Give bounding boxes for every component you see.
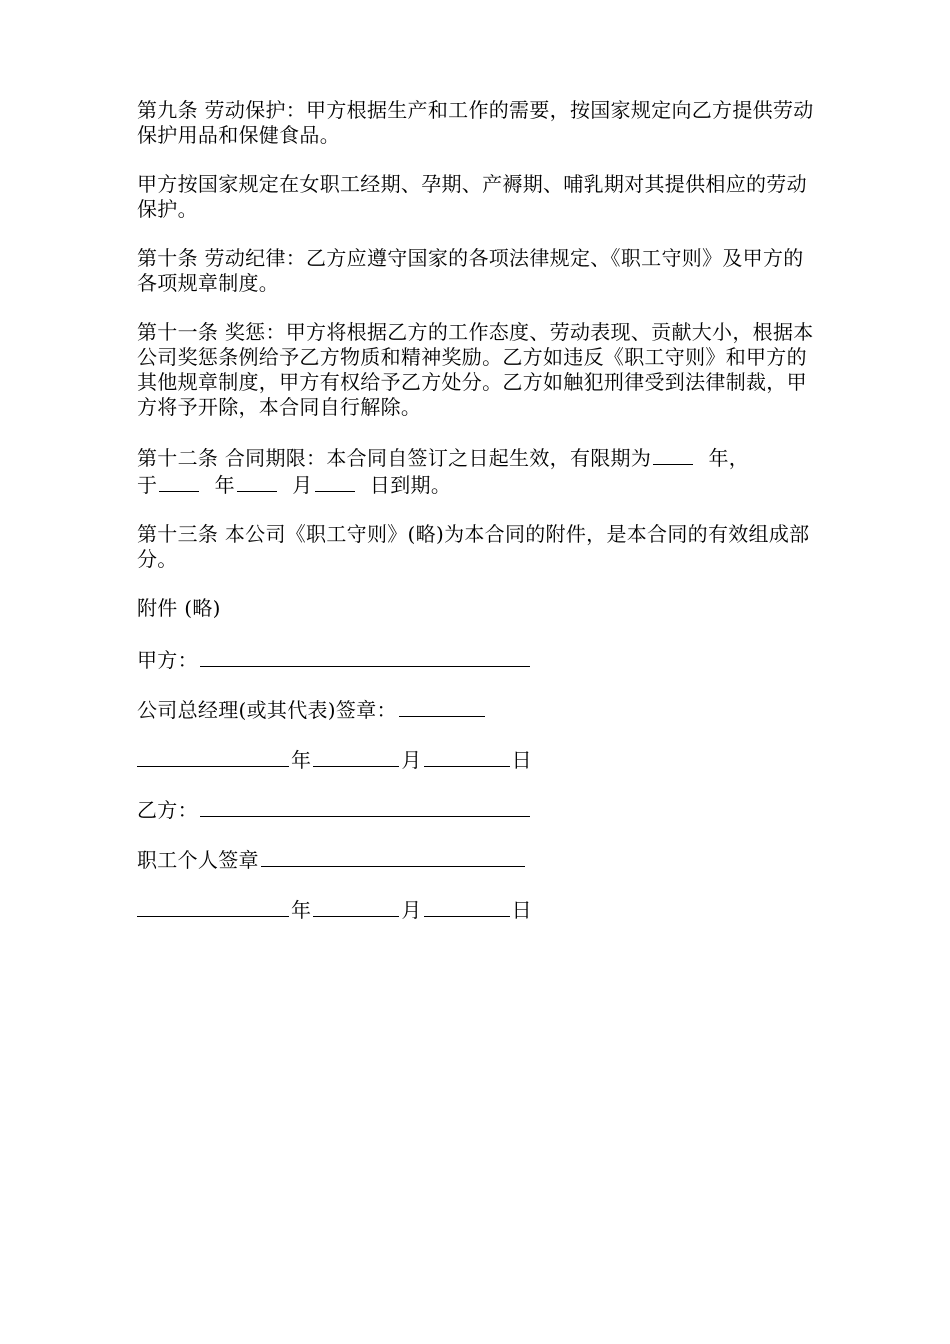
female-protection-paragraph: 甲方按国家规定在女职工经期、孕期、产褥期、哺乳期对其提供相应的劳动保护。 (137, 172, 807, 221)
term-years-blank[interactable] (653, 444, 693, 465)
party-b-line (137, 796, 817, 821)
attachment-note: 附件 (略) (137, 596, 221, 620)
employee-signature-field[interactable] (261, 846, 525, 867)
article-12-prefix: 第十二条 合同期限：本合同自签订之日起生效，有限期为 (137, 446, 652, 470)
party-a-date-day-field[interactable] (424, 746, 510, 767)
employee-sign-line (137, 846, 817, 871)
party-a-date-year-label: 年 (291, 748, 312, 772)
party-a-date-month-label: 月 (401, 748, 422, 772)
expiry-month-blank[interactable] (237, 471, 277, 492)
party-a-date-month-field[interactable] (313, 746, 399, 767)
document-body (137, 98, 817, 946)
article-12-year: 年 (214, 473, 235, 497)
article-12-month: 月 (292, 473, 313, 497)
article-13-paragraph: 第十三条 本公司《职工守则》(略)为本合同的附件，是本合同的有效组成部分。 (137, 522, 810, 571)
party-b-label: 乙方： (137, 798, 198, 822)
party-b-date-day-label: 日 (511, 898, 532, 922)
expiry-day-blank[interactable] (315, 471, 355, 492)
gm-signature-field[interactable] (399, 696, 485, 717)
party-a-date-line (137, 746, 817, 771)
article-12-paragraph (137, 444, 817, 498)
party-a-line (137, 646, 817, 671)
party-a-signature-field[interactable] (200, 646, 530, 667)
party-b-date-line (137, 896, 817, 921)
article-11-paragraph: 第十一条 奖惩：甲方将根据乙方的工作态度、劳动表现、贡献大小，根据本公司奖惩条例给予乙方物质和精神奖励。乙方如违反《职工守则》和甲方的其他规章制度，甲方有权给予乙方处分。乙方如触犯刑律受到法律制裁，甲方将予开除，本合同自行解除。 (137, 320, 814, 419)
party-b-date-year-label: 年 (291, 898, 312, 922)
party-a-label: 甲方： (137, 648, 198, 672)
article-10-paragraph: 第十条 劳动纪律：乙方应遵守国家的各项法律规定、《职工守则》及甲方的各项规章制度。 (137, 246, 804, 295)
article-9-paragraph: 第九条 劳动保护：甲方根据生产和工作的需要，按国家规定向乙方提供劳动保护用品和保健食品。 (137, 98, 814, 147)
gm-sign-line (137, 696, 817, 721)
employee-sign-label: 职工个人签章 (137, 848, 259, 872)
party-a-date-year-field[interactable] (137, 746, 289, 767)
party-b-date-year-field[interactable] (137, 896, 289, 917)
expiry-year-blank[interactable] (159, 471, 199, 492)
party-a-date-day-label: 日 (511, 748, 532, 772)
party-b-date-day-field[interactable] (424, 896, 510, 917)
article-12-year-unit: 年， (708, 446, 750, 470)
party-b-date-month-field[interactable] (313, 896, 399, 917)
gm-sign-label: 公司总经理(或其代表)签章： (137, 698, 397, 722)
party-b-date-month-label: 月 (401, 898, 422, 922)
article-12-day-end: 日到期。 (369, 473, 452, 497)
article-12-until: 于 (137, 473, 158, 497)
party-b-signature-field[interactable] (200, 796, 530, 817)
